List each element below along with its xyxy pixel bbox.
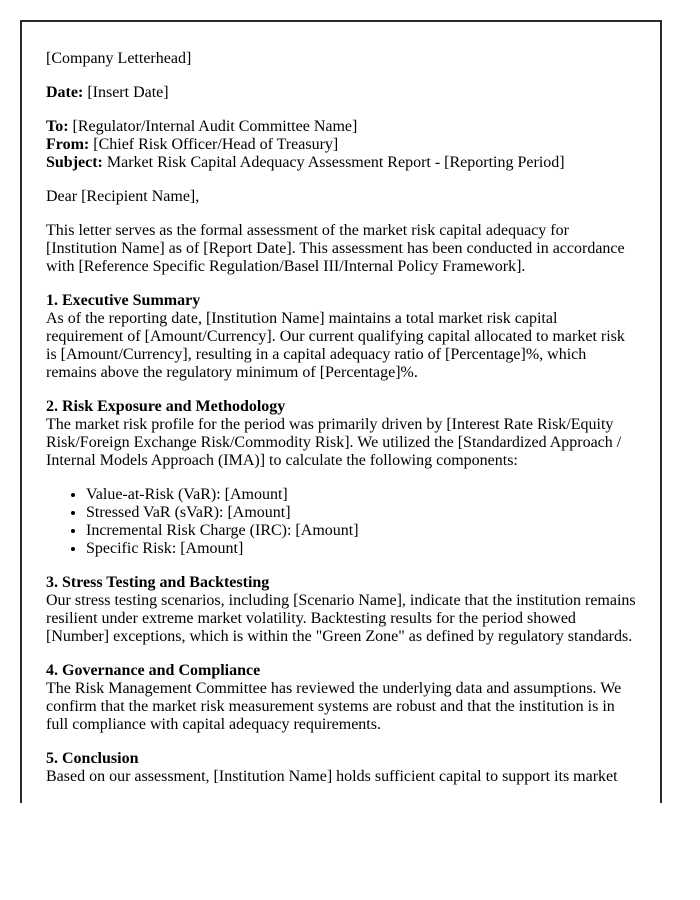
section-body: Our stress testing scenarios, including [Scenario Name], indicate that the institution remains resilient under extreme market volatility. Backtesting results for the period showed [Number] exceptions, which is within the "Green Zone" as defined by regulatory standards. (46, 592, 636, 645)
section-paragraph (46, 398, 636, 470)
salutation: Dear [Recipient Name], (46, 188, 200, 205)
letterhead: [Company Letterhead] (46, 50, 192, 67)
section-paragraph (46, 574, 636, 646)
date-value: [Insert Date] (87, 84, 169, 101)
sections-container (46, 292, 636, 786)
from-label: From: (46, 136, 90, 153)
section-body: As of the reporting date, [Institution Name] maintains a total market risk capital requirement of [Amount/Currency]. Our current qualifying capital allocated to market risk is [Amount/Currency], resulting in a capital adequacy ratio of [Percentage]%, which remains above the regulatory minimum of [Percentage]%. (46, 310, 625, 381)
section-heading: 3. Stress Testing and Backtesting (46, 574, 270, 591)
section-body: The market risk profile for the period was primarily driven by [Interest Rate Risk/Equity Risk/Foreign Exchange Risk/Commodity Risk]. We utilized the [Standardized Approach / Internal Models Approach (IMA)] to calculate the following components: (46, 416, 622, 469)
section-heading: 1. Executive Summary (46, 292, 201, 309)
date-label: Date: (46, 84, 84, 101)
section-body: Based on our assessment, [Institution Name] holds sufficient capital to support its market (46, 768, 618, 785)
recipient-block (46, 118, 636, 172)
list-item: • Incremental Risk Charge (IRC): [Amount] (86, 522, 636, 540)
section-heading: 4. Governance and Compliance (46, 662, 261, 679)
subject-value: Market Risk Capital Adequacy Assessment Report - [Reporting Period] (106, 154, 565, 171)
list-item: • Stressed VaR (sVaR): [Amount] (86, 504, 636, 522)
to-value: [Regulator/Internal Audit Committee Name] (72, 118, 358, 135)
section-heading: 5. Conclusion (46, 750, 139, 767)
from-value: [Chief Risk Officer/Head of Treasury] (93, 136, 339, 153)
letter-document (20, 20, 662, 803)
list-item: • Specific Risk: [Amount] (86, 540, 636, 558)
risk-components-list (46, 486, 636, 558)
list-item: • Value-at-Risk (VaR): [Amount] (86, 486, 636, 504)
section-body: The Risk Management Committee has reviewed the underlying data and assumptions. We confirm that the market risk measurement systems are robust and that the institution is in full compliance with capital adequacy requirements. (46, 680, 622, 733)
section-paragraph (46, 292, 636, 382)
intro-paragraph: This letter serves as the formal assessment of the market risk capital adequacy for [Institution Name] as of [Report Date]. This assessment has been conducted in accordance with [Reference Specific Regulation/Basel III/Internal Policy Framework]. (46, 222, 625, 275)
date-line (46, 84, 636, 102)
section-paragraph (46, 750, 636, 786)
to-label: To: (46, 118, 69, 135)
section-heading: 2. Risk Exposure and Methodology (46, 398, 286, 415)
subject-label: Subject: (46, 154, 103, 171)
section-paragraph (46, 662, 636, 734)
